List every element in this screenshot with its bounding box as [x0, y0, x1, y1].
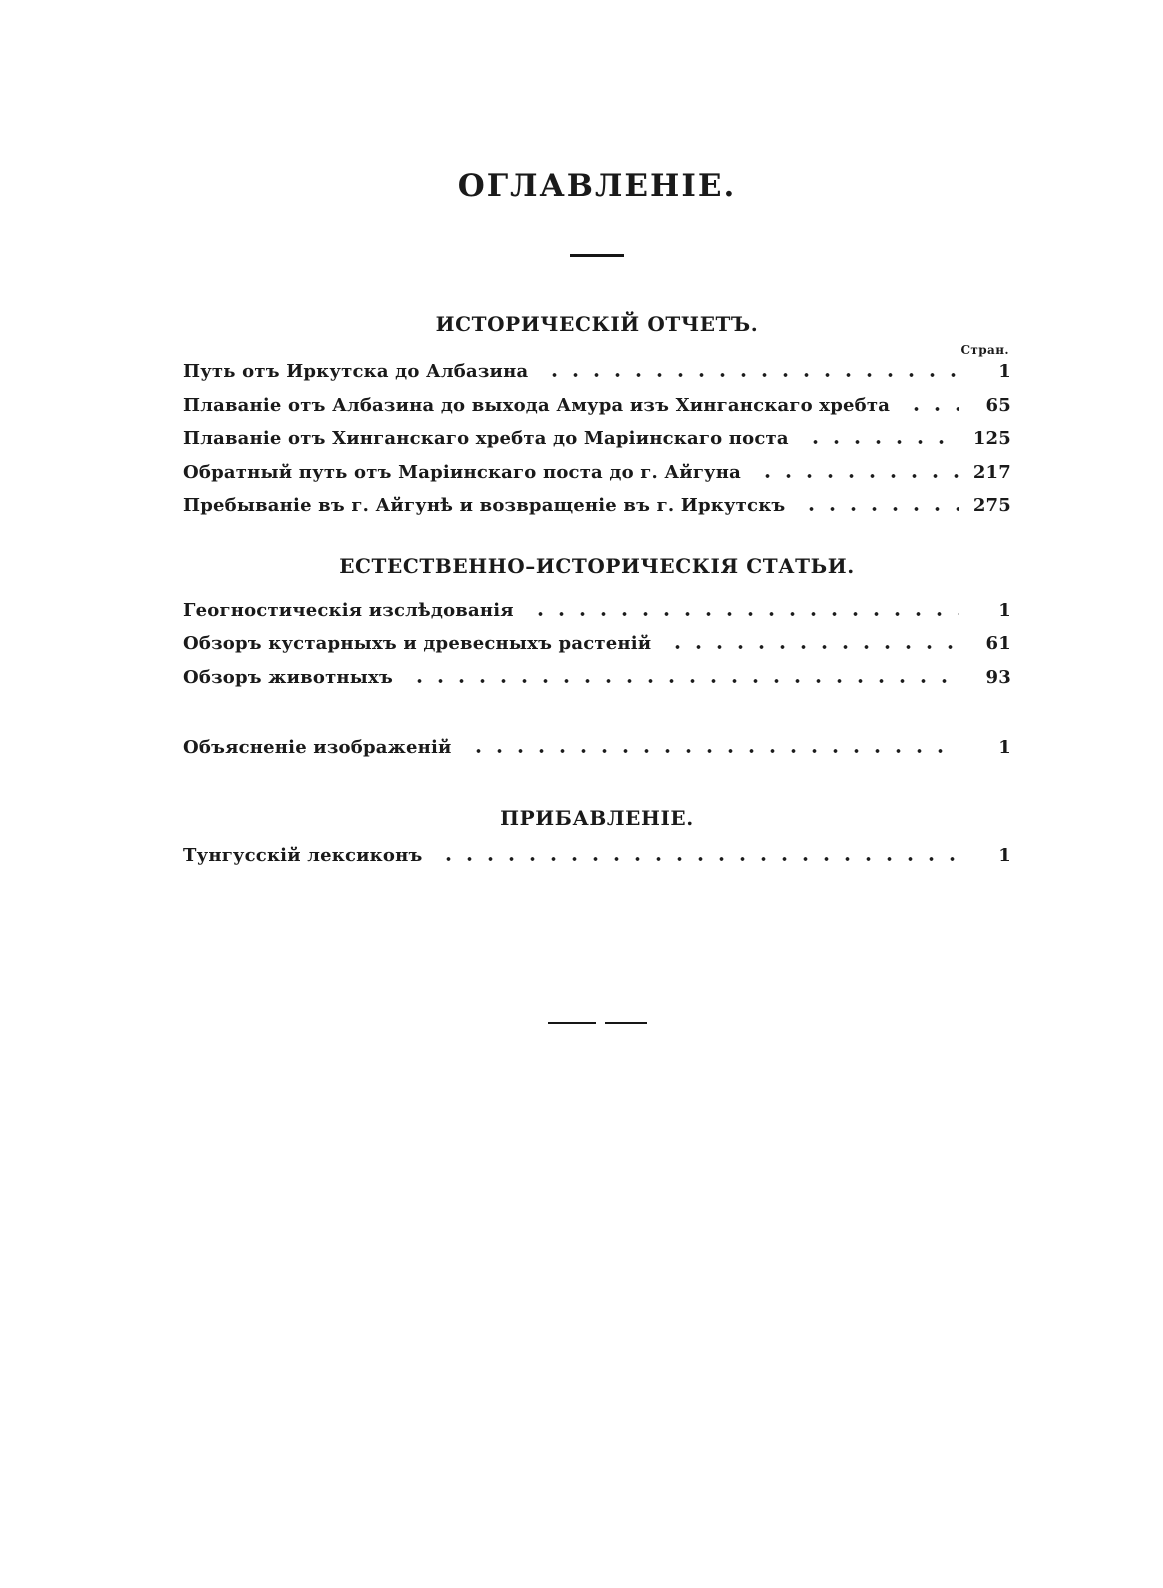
toc-entry-label: Обзоръ животныхъ: [183, 666, 393, 688]
toc-entry-label: Плаваніе отъ Хинганскаго хребта до Маріинскаго поста: [183, 428, 789, 450]
toc-entry: [183, 667, 1011, 701]
section-heading-addendum: ПРИБАВЛЕНІЕ.: [500, 805, 694, 830]
dot-leader: [753, 474, 959, 478]
toc-entry-page: 125: [972, 428, 1011, 450]
toc-entry-label: Обзоръ кустарныхъ и древесныхъ растеній: [183, 633, 652, 655]
toc-entry-label: Путь отъ Иркутска до Албазина: [183, 361, 529, 383]
footer-divider-segment: [605, 1022, 647, 1024]
toc-section-historical: [183, 361, 1011, 529]
toc-entry-label: Обратный путь отъ Маріинскаго поста до г. Айгуна: [183, 461, 742, 483]
toc-section-natural-history: [183, 600, 1011, 701]
section-heading-historical-report: ИСТОРИЧЕСКІЙ ОТЧЕТЪ.: [435, 312, 759, 337]
dot-leader: [663, 645, 959, 649]
toc-section-illustrations: [183, 737, 1011, 771]
toc-entry: [183, 462, 1011, 496]
toc-entry-page: 65: [985, 394, 1011, 416]
toc-entry-page: 1: [998, 737, 1011, 759]
footer-divider: [183, 1022, 1011, 1024]
toc-entry-page: 1: [998, 361, 1011, 383]
toc-entry: [183, 737, 1011, 771]
page-column-header: Стран.: [960, 343, 1009, 358]
page-content: [183, 0, 1011, 1024]
page-title: ОГЛАВЛЕНІЕ.: [457, 168, 737, 204]
dot-leader: [526, 612, 959, 616]
dot-leader: [797, 507, 959, 511]
dot-leader: [902, 407, 959, 411]
dot-leader: [434, 857, 959, 861]
toc-entry-label: Плаваніе отъ Албазина до выхода Амура изъ Хинганскаго хребта: [183, 394, 891, 416]
toc-entry: [183, 845, 1011, 879]
toc-entry: [183, 600, 1011, 634]
dot-leader: [801, 440, 959, 444]
toc-entry-label: Тунгусскій лексиконъ: [183, 844, 423, 866]
section-heading-natural-history: ЕСТЕСТВЕННО–ИСТОРИЧЕСКІЯ СТАТЬИ.: [339, 553, 855, 578]
toc-entry: [183, 428, 1011, 462]
toc-entry-label: Пребываніе въ г. Айгунѣ и возвращеніе въ г. Иркутскъ: [183, 495, 786, 517]
toc-entry: [183, 395, 1011, 429]
toc-entry-page: 93: [985, 666, 1011, 688]
dot-leader: [464, 749, 959, 753]
toc-entry-label: Объясненіе изображеній: [183, 737, 452, 759]
dot-leader: [405, 679, 959, 683]
toc-entry-page: 275: [972, 495, 1011, 517]
title-divider: [570, 254, 624, 257]
toc-entry-label: Геогностическія изслѣдованія: [183, 599, 514, 621]
toc-entry-page: 217: [972, 461, 1011, 483]
toc-entry: [183, 361, 1011, 395]
toc-entry-page: 61: [985, 633, 1011, 655]
toc-entry: [183, 495, 1011, 529]
dot-leader: [540, 373, 959, 377]
toc-entry-page: 1: [998, 599, 1011, 621]
toc-section-addendum: [183, 845, 1011, 879]
toc-entry-page: 1: [998, 844, 1011, 866]
toc-entry: [183, 633, 1011, 667]
footer-divider-segment: [548, 1022, 596, 1024]
